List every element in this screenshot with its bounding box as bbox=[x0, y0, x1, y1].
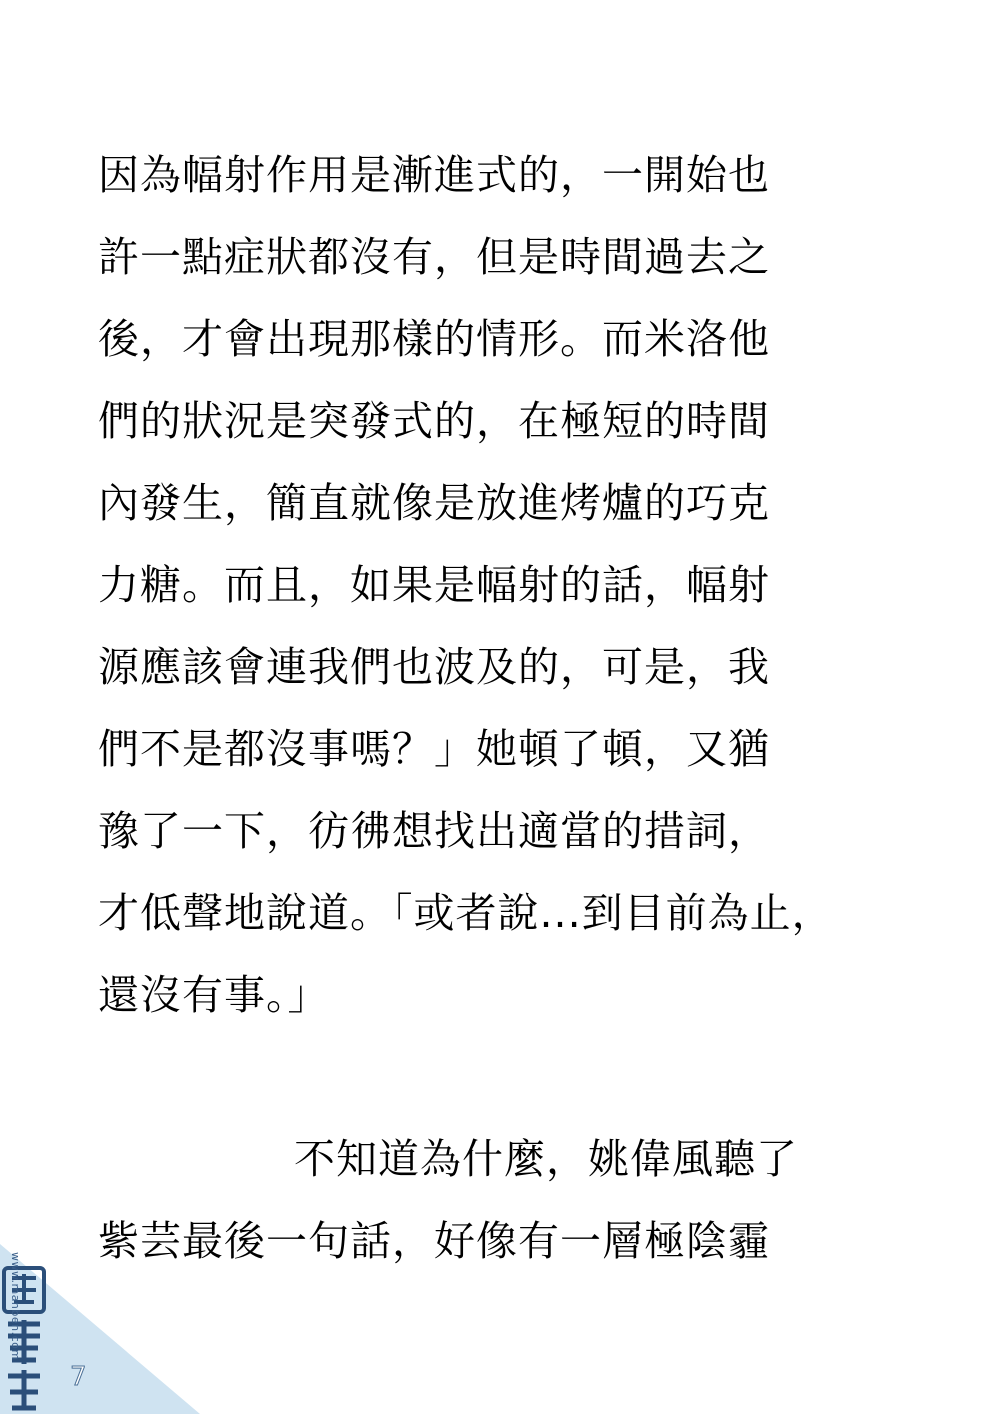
watermark-corner bbox=[0, 1244, 200, 1414]
text-line: 內發生，簡直就像是放進烤爐的巧克 bbox=[98, 479, 770, 527]
text-line: 們的狀況是突發式的，在極短的時間 bbox=[98, 397, 770, 445]
text-line: 許一點症狀都沒有，但是時間過去之 bbox=[98, 233, 770, 281]
page-number: 7 bbox=[70, 1362, 87, 1392]
text-line: 還沒有事。」 bbox=[98, 971, 330, 1019]
text-line: 源應該會連我們也波及的，可是，我 bbox=[98, 643, 770, 691]
text-line: 力糖。而且，如果是幅射的話，幅射 bbox=[98, 561, 770, 609]
text-line: 才低聲地說道。「或者說...到目前為止， bbox=[98, 889, 834, 937]
body-text bbox=[98, 134, 958, 1282]
text-line: 後，才會出現那樣的情形。而米洛他 bbox=[98, 315, 770, 363]
text-line: 豫了一下，彷彿想找出適當的措詞， bbox=[98, 807, 770, 855]
text-line: 不知道為什麼，姚偉風聽了 bbox=[294, 1135, 798, 1183]
text-line: 們不是都沒事嗎？」她頓了頓，又猶 bbox=[98, 725, 770, 773]
paragraph-gap bbox=[98, 1036, 958, 1118]
text-line: 因為幅射作用是漸進式的，一開始也 bbox=[98, 151, 770, 199]
text-line: 紫芸最後一句話，好像有一層極陰霾 bbox=[98, 1217, 770, 1265]
watermark-url: www.manben.com bbox=[9, 1252, 22, 1361]
